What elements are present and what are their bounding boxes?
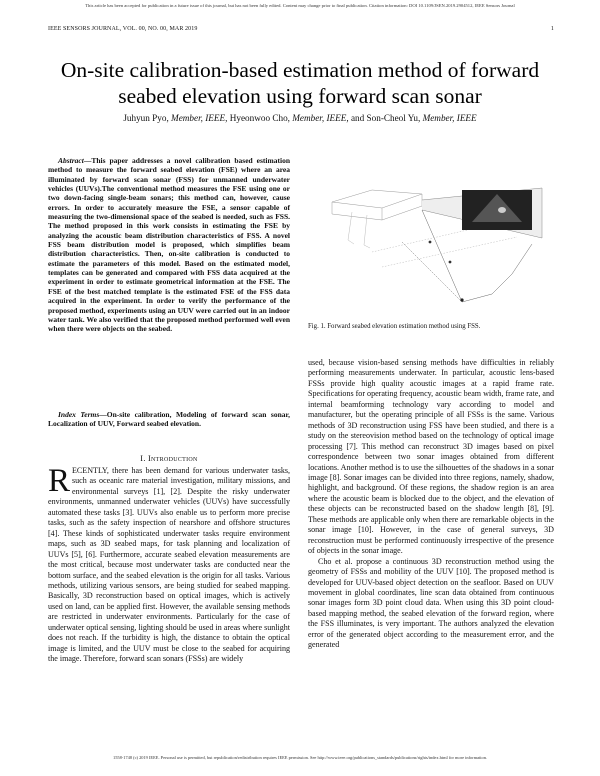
figure-1: [312, 182, 550, 312]
page-number: 1: [550, 26, 554, 32]
abstract-lead: Abstract: [58, 156, 84, 165]
author-2: Hyeonwoo Cho,: [229, 113, 290, 123]
author-3-role: Member, IEEE: [422, 113, 477, 123]
right-paragraph-1: used, because vision-based sensing methods have difficulties in reliably performing measurements underwater. In particular, acoustic lens-based FSSs provide high quality acoustic images at a rapid frame rate. Specifications for operating frequency, acoustic beam width, frame rate, and internal beamforming technology vary according to model and manufacturer, but the operating principle of all FSSs is the same. Various methods of 3D reconstruction using FSS have been studied, and there is a study on the stereovision method based on the technology of optical image processing [7]. This method can reconstruct 3D images based on pixel correspondence between two sonar images obtained from different locations. Another method is to use the silhouettes of the shadows in a sonar image [8]. Sonar images can be divided into three regions, namely, shadow, highlight, and background. Of these regions, the shadow region is an area where the acoustic beam is blocked due to the object, and the elevation of these objects can be reconstructed based on the shadow length [8], [9]. These methods are applicable only when there are remarkable objects in the sonar image [10]. However, in the case of general surveys, 3D reconstruction must be performed continuously irrespective of the presence of objects in the sonar image.: [308, 358, 554, 556]
fss-diagram: [312, 182, 550, 312]
right-paragraph-2: Cho et al. propose a continuous 3D reconstruction method using the geometry of FSSs and mobility of the UUV [10]. The proposed method is developed for UUV-based object detection on the seafloor. Based on UUV movement in global coordinates, line scan data obtained from continuous sonar images form 3D point cloud data. When using this 3D point cloud-based mapping method, the seabed elevation of the forward region, where the FSS illuminates, is very important. The authors analyzed the elevation error of the generated object according to the measurement error, and the generated: [308, 556, 554, 650]
publication-notice: This article has been accepted for publication in a future issue of this journal, but has not been fully edited. Content may change prior to final publication. Citation information: DOI 10.1109/JSEN.2019.2904512, IEEE Sensors Journal: [85, 3, 515, 8]
intro-paragraph-1: ECENTLY, there has been demand for various underwater tasks, such as oceanic rare material investigation, military missions, and environmental surveys [1], [2]. Despite the risky underwater environments, unmanned underwater vehicles (UUVs) have successfully automated these tasks [3]. UUVs also enable us to perform more precise tasks, such as the safety inspection of nearshore and offshore structures [4]. These kinds of sophisticated underwater tasks require environment maps, such as 3D seabed maps, for task planning and localization of UUVs [5], [6]. Furthermore, accurate seabed elevation measurements are the most critical, because most underwater tasks are conducted near the bottom surface, and the seabed elevation is the origin for all tasks. Various methods, utilizing various sensors, are being studied for seabed mapping. Basically, 3D reconstruction based on optical images, which is actively used on land, can be applied first. However, the available sensing methods are restricted in underwater environments. Particularly for the case of underwater optical sensing, lighting should be used in areas where sunlight does not reach. If the turbidity is high, the distance to obtain the optical image is limited, and the UUV must be close to the seabed for acquiring the image. Therefore, forward scan sonars (FSSs) are widely: [48, 466, 290, 664]
journal-info: IEEE SENSORS JOURNAL, VOL. 00, NO. 00, MAR 2019: [48, 26, 198, 32]
right-column-text: [308, 358, 554, 651]
marker-dot-1: [429, 241, 432, 244]
vehicle-box: [332, 190, 422, 208]
abstract: [48, 156, 290, 334]
figure-caption: Fig. 1. Forward seabed elevation estimation method using FSS.: [308, 323, 481, 330]
running-head: [48, 26, 554, 32]
author-1: Juhyun Pyo,: [123, 113, 169, 123]
down-beam-1: [348, 212, 354, 244]
introduction-text: [48, 463, 290, 665]
index-terms: [48, 410, 290, 429]
author-3: and Son-Cheol Yu,: [350, 113, 421, 123]
index-terms-lead: Index Terms: [58, 410, 100, 419]
author-list: [40, 113, 560, 123]
author-1-role: Member, IEEE,: [171, 113, 228, 123]
marker-dot-2: [449, 261, 452, 264]
copyright-footer: 1558-1748 (c) 2019 IEEE. Personal use is permitted, but republication/redistribution requires IEEE permission. See http://www.ieee.org/publications_standards/publications/rights/index.html for more information.: [113, 755, 487, 760]
marker-dot-3: [460, 298, 463, 301]
vehicle-end: [382, 194, 422, 220]
sonar-target: [498, 207, 506, 213]
index-terms-text: —On-site calibration, Modeling of forward scan sonar, Localization of UUV, Forward seabed elevation.: [48, 410, 291, 429]
down-beam-2: [364, 215, 370, 248]
paper-title: On-site calibration-based estimation method of forward seabed elevation using forward scan sonar: [60, 58, 540, 108]
abstract-text: —This paper addresses a novel calibration based estimation method to measure the forward seabed elevation (FSE) where an area illuminated by forward scan sonar (FSS) for unmanned underwater vehicles (UUVs).The conventional method measures the FSE using one or two down-facing single-beam sonars; this method can, however, cause errors. In order to accurately measure the FSE, a sensor capable of measuring the two-dimensional space of the seabed is needed, such as FSS. The method proposed in this work consists in estimating the FSE by analyzing the acoustic beam distribution characteristics of FSS. A novel FSS beam distribution model is proposed, which simplifies beam distribution characteristics. Then, on-site calibration is conducted to estimate the parameters of this model. Based on the estimated model, templates can be generated and compared with FSS data acquired at the experiment in order to estimate geometrical information at the FSE. The FSE of the best matched template is the estimated FSE of the FSS data acquired in the experiment. In order to verify the performance of the proposed method, experiments using an UUV were carried out in an indoor water tank. We also verified that the proposed method performed well even when there were objects on the seabed.: [48, 156, 290, 334]
section-heading: I. Introduction: [140, 454, 198, 463]
drop-cap: R: [48, 463, 71, 499]
author-2-role: Member, IEEE,: [292, 113, 349, 123]
vehicle-side: [332, 202, 382, 220]
